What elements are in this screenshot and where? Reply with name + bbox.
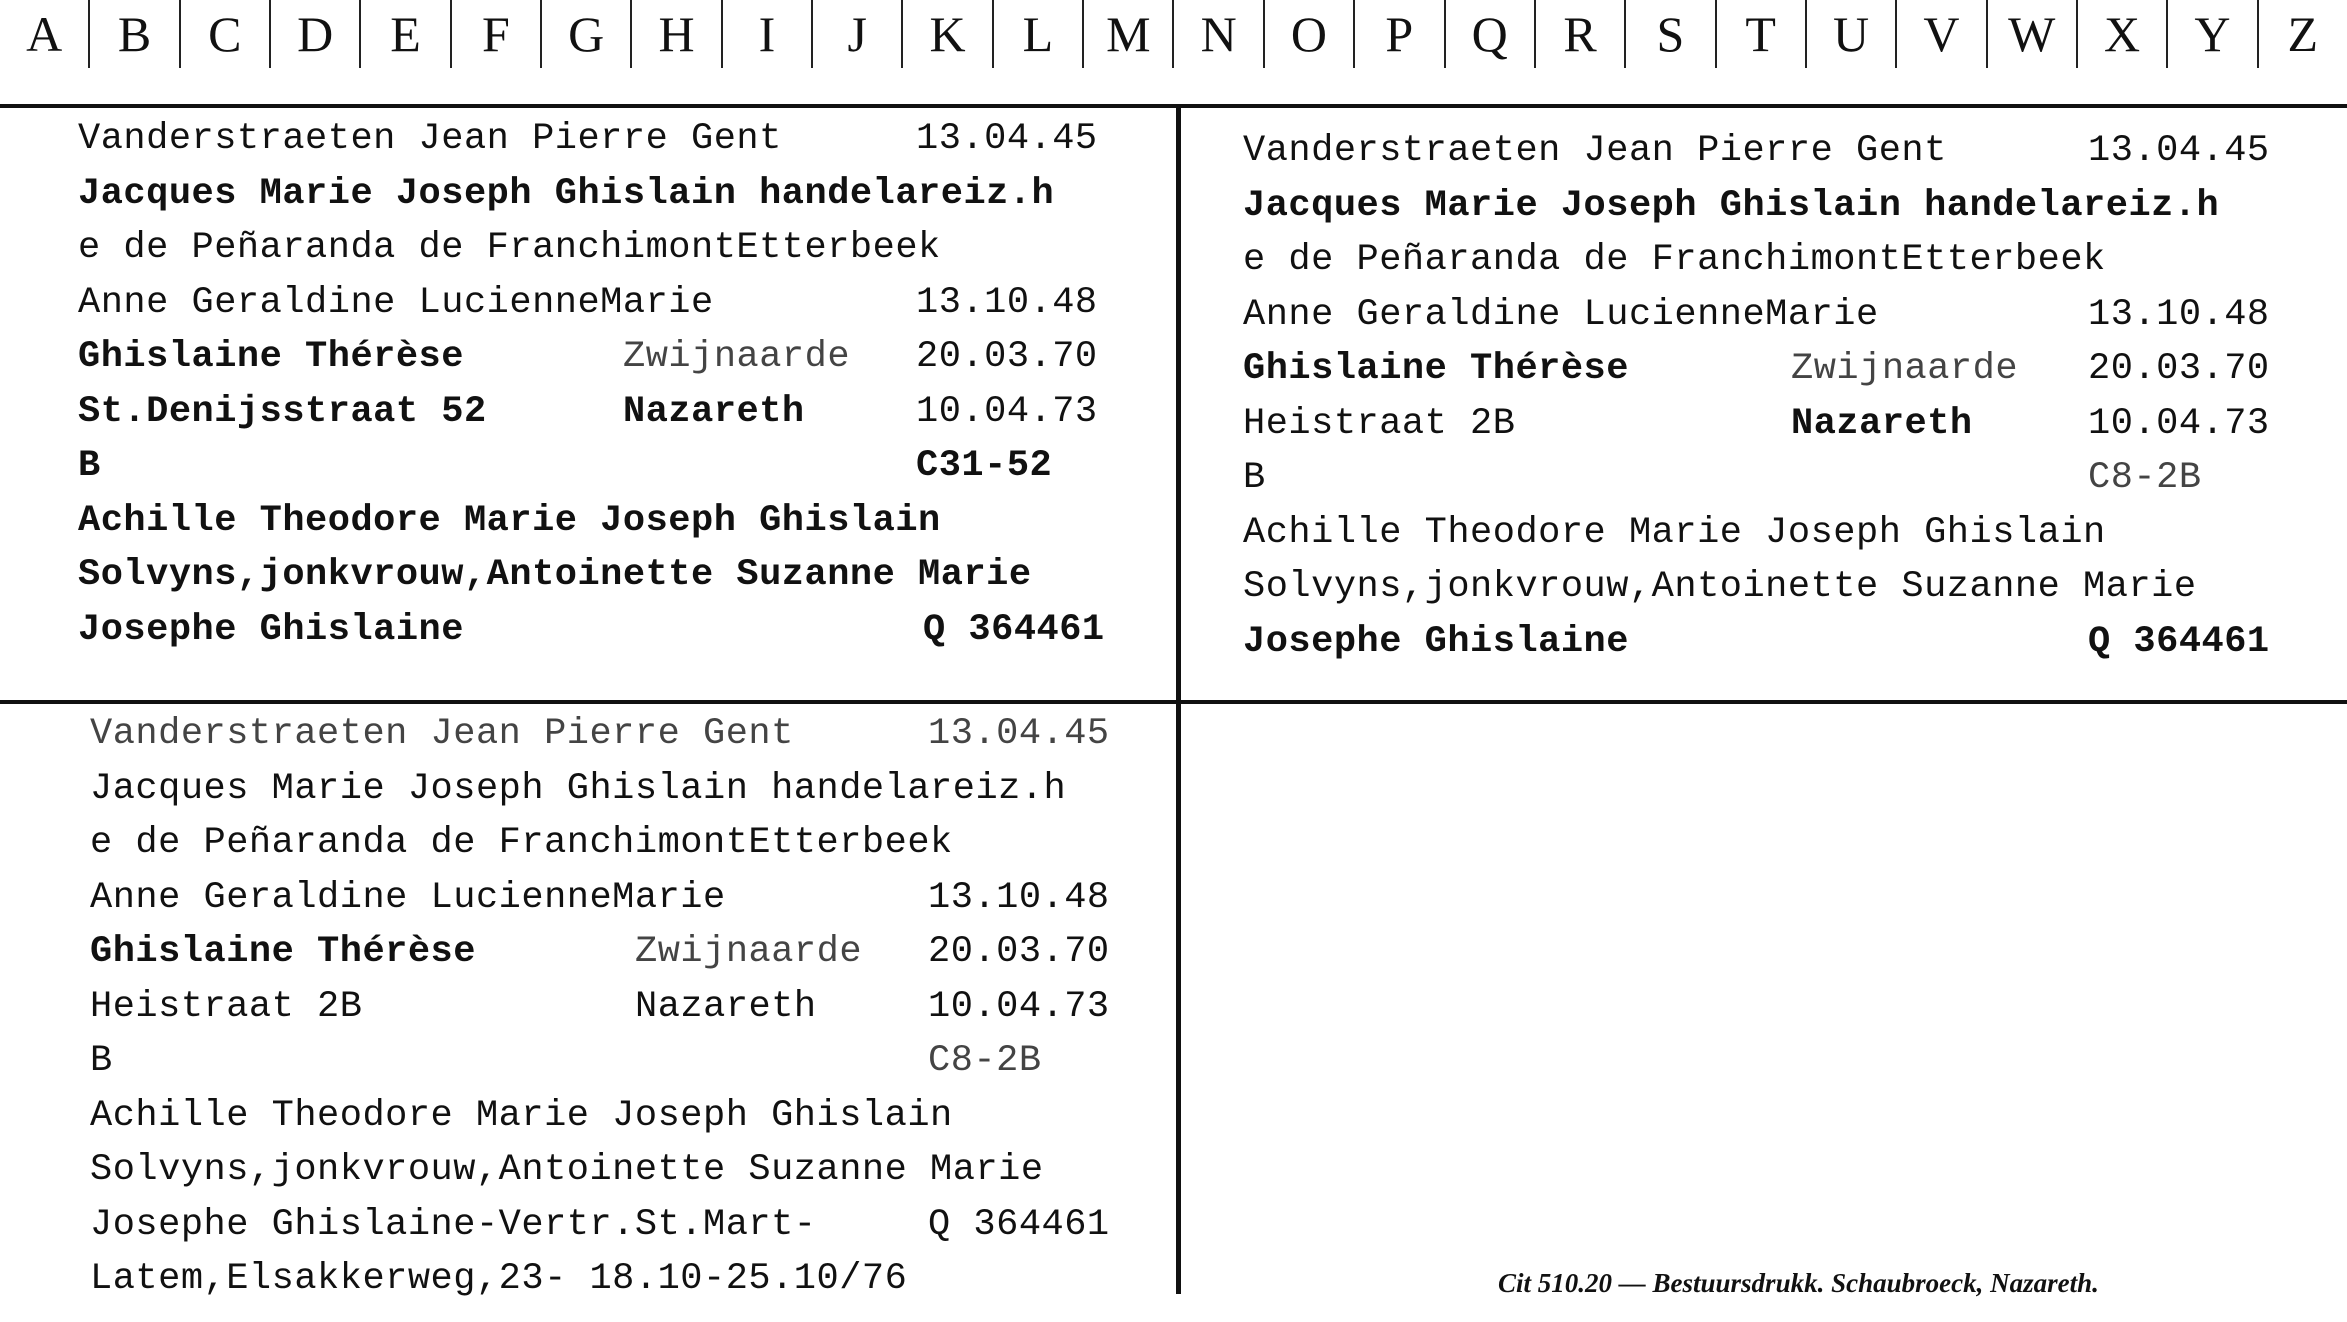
card-date: 13.04.45 bbox=[928, 713, 1110, 755]
card-line bbox=[90, 816, 1170, 871]
card-parent-names: Solvyns,jonkvrouw,Antoinette Suzanne Marie bbox=[1243, 566, 2197, 608]
card-country: B bbox=[78, 445, 101, 487]
record-card-top-left bbox=[78, 112, 1158, 657]
card-place: Nazareth bbox=[1791, 402, 1973, 445]
card-address-note: Latem,Elsakkerweg,23- 18.10-25.10/76 bbox=[90, 1258, 908, 1300]
index-tab-d[interactable]: D bbox=[271, 0, 361, 68]
record-card-bottom-left bbox=[90, 707, 1170, 1307]
index-tab-x[interactable]: X bbox=[2078, 0, 2168, 68]
card-date: 10.04.73 bbox=[916, 390, 1098, 433]
card-date: 13.04.45 bbox=[916, 118, 1098, 160]
card-line bbox=[90, 1198, 1170, 1253]
card-line bbox=[1243, 506, 2333, 561]
card-spouse-names: Ghislaine Thérèse bbox=[1243, 348, 1629, 390]
card-line bbox=[1243, 615, 2333, 670]
card-date: 13.10.48 bbox=[916, 281, 1098, 324]
card-date: 20.03.70 bbox=[2088, 348, 2270, 390]
index-tab-k[interactable]: K bbox=[903, 0, 993, 68]
card-country: B bbox=[1243, 457, 1266, 499]
card-address: Heistraat 2B bbox=[90, 985, 363, 1028]
card-line bbox=[1243, 124, 2333, 179]
alphabet-index-strip bbox=[0, 0, 2347, 68]
card-line bbox=[78, 385, 1158, 440]
index-tab-v[interactable]: V bbox=[1897, 0, 1987, 68]
card-line bbox=[90, 980, 1170, 1035]
card-name-line: Vanderstraeten Jean Pierre Gent bbox=[90, 713, 794, 755]
card-reference-number: Q 364461 bbox=[2088, 620, 2270, 663]
card-date: 10.04.73 bbox=[2088, 402, 2270, 445]
card-line bbox=[78, 112, 1158, 167]
card-line bbox=[78, 167, 1158, 222]
card-country: B bbox=[90, 1040, 113, 1082]
card-code: C8-2B bbox=[928, 1040, 1042, 1082]
card-place: Nazareth bbox=[623, 390, 805, 433]
card-line bbox=[1243, 288, 2333, 343]
index-tab-y[interactable]: Y bbox=[2168, 0, 2258, 68]
card-name-line: Vanderstraeten Jean Pierre Gent bbox=[1243, 130, 1947, 172]
middle-divider bbox=[0, 700, 2347, 704]
card-name-line: Vanderstraeten Jean Pierre Gent bbox=[78, 118, 782, 160]
index-tab-a[interactable]: A bbox=[0, 0, 90, 68]
card-parent-names: Solvyns,jonkvrouw,Antoinette Suzanne Marie bbox=[78, 554, 1032, 596]
card-line bbox=[1243, 560, 2333, 615]
card-line bbox=[78, 439, 1158, 494]
index-tab-q[interactable]: Q bbox=[1446, 0, 1536, 68]
card-spouse-line: e de Peñaranda de FranchimontEtterbeek bbox=[1243, 239, 2106, 281]
card-spouse-names: Anne Geraldine LucienneMarie bbox=[78, 281, 714, 324]
card-line bbox=[78, 494, 1158, 549]
card-given-names: Jacques Marie Joseph Ghislain handelareiz.h bbox=[90, 767, 1067, 810]
card-line bbox=[1243, 397, 2333, 452]
index-tab-o[interactable]: O bbox=[1265, 0, 1355, 68]
card-address: Heistraat 2B bbox=[1243, 402, 1516, 445]
card-address: St.Denijsstraat 52 bbox=[78, 390, 487, 433]
card-given-names: Jacques Marie Joseph Ghislain handelareiz.h bbox=[1243, 184, 2220, 227]
card-line bbox=[90, 762, 1170, 817]
card-line bbox=[90, 707, 1170, 762]
card-date: 20.03.70 bbox=[928, 931, 1110, 973]
card-spouse-names: Ghislaine Thérèse bbox=[90, 931, 476, 973]
card-line bbox=[78, 276, 1158, 331]
index-tab-m[interactable]: M bbox=[1084, 0, 1174, 68]
card-place: Zwijnaarde bbox=[623, 336, 851, 378]
index-tab-n[interactable]: N bbox=[1174, 0, 1264, 68]
card-parent-names: Josephe Ghislaine bbox=[1243, 620, 1629, 663]
index-tab-z[interactable]: Z bbox=[2287, 6, 2319, 62]
card-line bbox=[90, 1089, 1170, 1144]
card-line bbox=[1243, 233, 2333, 288]
card-line bbox=[90, 1252, 1170, 1307]
index-tab-l[interactable]: L bbox=[994, 0, 1084, 68]
card-date: 13.04.45 bbox=[2088, 130, 2270, 172]
index-tab-e[interactable]: E bbox=[361, 0, 451, 68]
card-spouse-names: Anne Geraldine LucienneMarie bbox=[90, 876, 726, 919]
card-line bbox=[78, 221, 1158, 276]
index-tab-u[interactable]: U bbox=[1807, 0, 1897, 68]
index-tab-s[interactable]: S bbox=[1626, 0, 1716, 68]
card-line bbox=[1243, 342, 2333, 397]
index-tab-b[interactable]: B bbox=[90, 0, 180, 68]
index-tab-t[interactable]: T bbox=[1717, 0, 1807, 68]
card-spouse-line: e de Peñaranda de FranchimontEtterbeek bbox=[90, 822, 953, 864]
card-line bbox=[78, 330, 1158, 385]
index-tab-f[interactable]: F bbox=[452, 0, 542, 68]
printer-imprint: Cit 510.20 — Bestuursdrukk. Schaubroeck, Nazareth. bbox=[1498, 1268, 2099, 1298]
card-line bbox=[90, 871, 1170, 926]
card-line bbox=[78, 603, 1158, 658]
card-reference-number: Q 364461 bbox=[923, 608, 1105, 651]
index-tab-p[interactable]: P bbox=[1355, 0, 1445, 68]
index-tab-i[interactable]: I bbox=[723, 0, 813, 68]
card-spouse-line: e de Peñaranda de FranchimontEtterbeek bbox=[78, 227, 941, 269]
record-card-top-right bbox=[1243, 124, 2333, 669]
card-place: Zwijnaarde bbox=[1791, 348, 2019, 390]
index-tab-h[interactable]: H bbox=[632, 0, 722, 68]
top-divider bbox=[0, 104, 2347, 108]
card-line bbox=[1243, 179, 2333, 234]
card-parent-names: Josephe Ghislaine-Vertr.St.Mart- bbox=[90, 1203, 817, 1246]
card-spouse-names: Ghislaine Thérèse bbox=[78, 336, 464, 378]
card-date: 10.04.73 bbox=[928, 985, 1110, 1028]
index-tab-w[interactable]: W bbox=[1988, 0, 2078, 68]
card-place: Nazareth bbox=[635, 985, 817, 1028]
index-tab-r[interactable]: R bbox=[1536, 0, 1626, 68]
card-parent-names: Achille Theodore Marie Joseph Ghislain bbox=[78, 499, 941, 542]
card-reference-number: Q 364461 bbox=[928, 1203, 1110, 1246]
card-parent-names: Josephe Ghislaine bbox=[78, 608, 464, 651]
card-line bbox=[90, 1143, 1170, 1198]
card-line bbox=[90, 1034, 1170, 1089]
card-spouse-names: Anne Geraldine LucienneMarie bbox=[1243, 293, 1879, 336]
card-given-names: Jacques Marie Joseph Ghislain handelareiz.h bbox=[78, 172, 1055, 215]
card-place: Zwijnaarde bbox=[635, 931, 863, 973]
card-parent-names: Achille Theodore Marie Joseph Ghislain bbox=[1243, 511, 2106, 554]
card-line bbox=[90, 925, 1170, 980]
card-date: 13.10.48 bbox=[2088, 293, 2270, 336]
card-code: C31-52 bbox=[916, 445, 1053, 487]
card-line bbox=[1243, 451, 2333, 506]
center-divider bbox=[1176, 104, 1181, 1294]
card-parent-names: Achille Theodore Marie Joseph Ghislain bbox=[90, 1094, 953, 1137]
index-tab-c[interactable]: C bbox=[181, 0, 271, 68]
card-parent-names: Solvyns,jonkvrouw,Antoinette Suzanne Marie bbox=[90, 1149, 1044, 1191]
card-code: C8-2B bbox=[2088, 457, 2202, 499]
index-tab-j[interactable]: J bbox=[813, 0, 903, 68]
card-line bbox=[78, 548, 1158, 603]
index-tab-g[interactable]: G bbox=[542, 0, 632, 68]
card-date: 20.03.70 bbox=[916, 336, 1098, 378]
card-date: 13.10.48 bbox=[928, 876, 1110, 919]
